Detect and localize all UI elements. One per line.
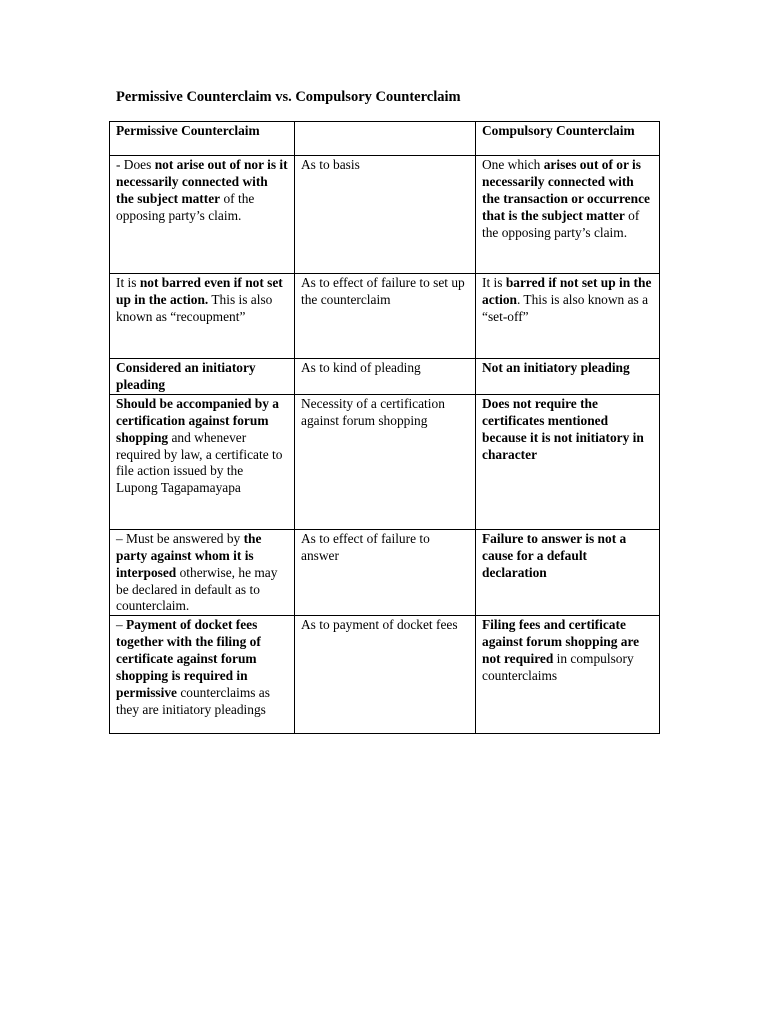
compulsory-cell	[476, 156, 660, 274]
text-run: otherwise, he may be declared in default as to counterclaim.	[116, 564, 278, 614]
text-run: One which	[482, 157, 544, 172]
bold-text-run: Does not require the certificates mentioned because it is not initiatory in character	[482, 395, 644, 462]
table-header-row	[110, 122, 660, 156]
criteria-cell	[295, 616, 476, 734]
bold-text-run: Filing fees and certificate against forum shopping are not required	[482, 617, 640, 667]
criteria-cell	[295, 359, 476, 395]
header-permissive: Permissive Counterclaim	[110, 122, 295, 156]
bold-text-run: Failure to answer is not a cause for a default declaration	[482, 530, 627, 580]
bold-text-run: the party against whom it is interposed	[116, 530, 262, 580]
text-run: As to basis	[301, 157, 360, 172]
criteria-cell	[295, 274, 476, 359]
compulsory-cell	[476, 394, 660, 529]
permissive-cell	[110, 616, 295, 734]
permissive-cell	[110, 394, 295, 529]
compulsory-cell	[476, 274, 660, 359]
text-run: It is	[482, 275, 506, 290]
table-row	[110, 394, 660, 529]
bold-text-run: Considered an initiatory pleading	[116, 360, 256, 392]
compulsory-cell	[476, 359, 660, 395]
criteria-cell	[295, 394, 476, 529]
bold-text-run: Should be accompanied by a certification against forum shopping	[116, 395, 279, 445]
text-run: of the opposing party’s claim.	[116, 190, 255, 223]
compulsory-cell	[476, 616, 660, 734]
table-row	[110, 529, 660, 616]
criteria-cell	[295, 156, 476, 274]
criteria-cell	[295, 529, 476, 616]
text-run: This is also known as “recoupment”	[116, 291, 273, 324]
permissive-cell	[110, 156, 295, 274]
table-row	[110, 156, 660, 274]
text-run: Necessity of a certification against forum shopping	[301, 395, 445, 428]
text-run: It is	[116, 275, 140, 290]
bold-text-run: not arise out of nor is it necessarily connected with the subject matter	[116, 157, 288, 206]
bold-text-run: not barred even if not set up in the action.	[116, 275, 283, 307]
header-criteria	[295, 122, 476, 156]
text-run: . This is also known as a “set-off”	[482, 291, 649, 324]
bold-text-run: arises out of or is necessarily connected with the transaction or occurrence that is the subject matter	[482, 157, 650, 223]
permissive-cell	[110, 274, 295, 359]
table-row	[110, 616, 660, 734]
bold-text-run: Not an initiatory pleading	[482, 360, 630, 375]
permissive-cell	[110, 529, 295, 616]
bold-text-run: barred if not set up in the action	[482, 275, 652, 307]
header-compulsory: Compulsory Counterclaim	[476, 122, 660, 156]
bold-text-run: Payment of docket fees together with the filing of certificate against forum shopping is required in permissive	[116, 617, 261, 700]
text-run: As to payment of docket fees	[301, 617, 458, 633]
text-run: in compulsory counterclaims	[482, 651, 634, 684]
text-run: - Does	[116, 157, 155, 172]
table-row	[110, 274, 660, 359]
page-title: Permissive Counterclaim vs. Compulsory Counterclaim	[116, 89, 461, 105]
text-run: and whenever required by law, a certificate to file action issued by the Lupong Tagapamayapa	[116, 429, 283, 496]
text-run: As to effect of failure to answer	[301, 530, 430, 563]
comparison-table	[109, 121, 660, 734]
text-run: counterclaims as they are initiatory pleadings	[116, 684, 270, 717]
compulsory-cell	[476, 529, 660, 616]
text-run: As to effect of failure to set up the counterclaim	[301, 275, 465, 307]
table-row	[110, 359, 660, 395]
text-run: of the opposing party’s claim.	[482, 207, 640, 240]
text-run: As to kind of pleading	[301, 360, 421, 375]
text-run: – Must be answered by	[116, 530, 244, 546]
permissive-cell	[110, 359, 295, 395]
text-run: –	[116, 617, 127, 633]
